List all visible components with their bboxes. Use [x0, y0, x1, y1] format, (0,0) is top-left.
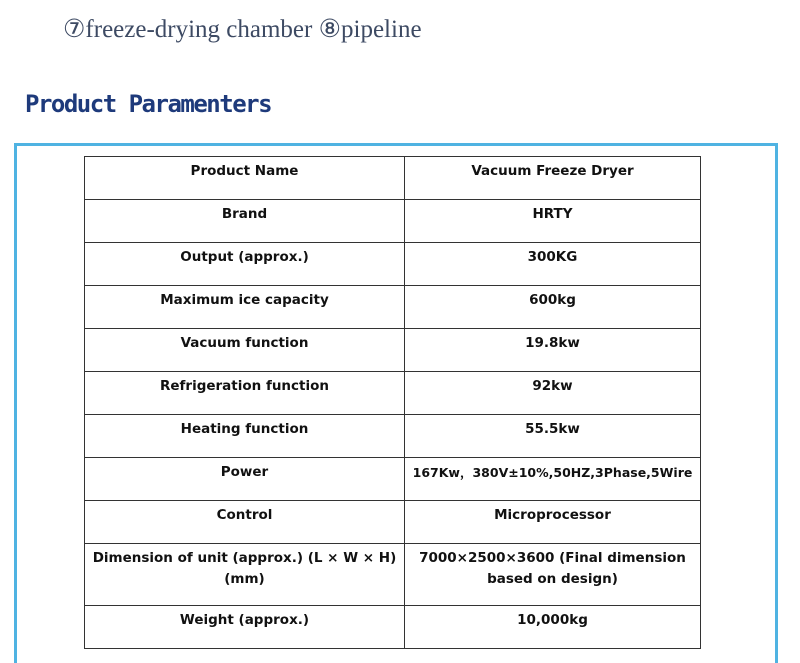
param-label: Refrigeration function [85, 372, 405, 415]
table-row [85, 606, 701, 649]
param-label: Dimension of unit (approx.) (L × W × H) (mm) [85, 544, 405, 606]
table-row [85, 415, 701, 458]
table-row [85, 157, 701, 200]
param-label: Brand [85, 200, 405, 243]
parameters-table [84, 156, 701, 649]
param-label: Vacuum function [85, 329, 405, 372]
param-label: Product Name [85, 157, 405, 200]
param-label: Maximum ice capacity [85, 286, 405, 329]
table-row [85, 372, 701, 415]
table-row [85, 200, 701, 243]
image-caption: ⑦freeze-drying chamber ⑧pipeline [63, 16, 422, 43]
param-value: 300KG [405, 243, 701, 286]
param-value: 7000×2500×3600 (Final dimension based on design) [405, 544, 701, 606]
table-row [85, 329, 701, 372]
param-label: Output (approx.) [85, 243, 405, 286]
param-value: 167Kw，380V±10%,50HZ,3Phase,5Wire [405, 458, 701, 501]
param-label: Power [85, 458, 405, 501]
param-label: Heating function [85, 415, 405, 458]
param-label: Control [85, 501, 405, 544]
param-value: 600kg [405, 286, 701, 329]
param-value: 19.8kw [405, 329, 701, 372]
param-value: Microprocessor [405, 501, 701, 544]
table-row [85, 286, 701, 329]
table-row [85, 544, 701, 606]
param-label: Weight (approx.) [85, 606, 405, 649]
param-value: 10,000kg [405, 606, 701, 649]
section-title: Product Paramenters [25, 90, 272, 118]
param-value: 92kw [405, 372, 701, 415]
table-row [85, 243, 701, 286]
table-row [85, 458, 701, 501]
param-value: HRTY [405, 200, 701, 243]
table-row [85, 501, 701, 544]
param-value: 55.5kw [405, 415, 701, 458]
param-value: Vacuum Freeze Dryer [405, 157, 701, 200]
